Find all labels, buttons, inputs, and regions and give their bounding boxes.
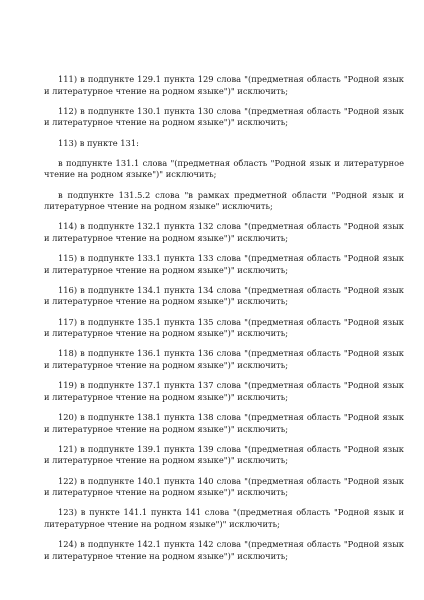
paragraph-120: 120) в подпункте 138.1 пункта 138 слова "(предметная область "Родной язык и литературное чтение на родном языке")" исключить; bbox=[44, 412, 404, 434]
paragraph-115: 115) в подпункте 133.1 пункта 133 слова "(предметная область "Родной язык и литературное чтение на родном языке")" исключить; bbox=[44, 253, 404, 275]
paragraph-114: 114) в подпункте 132.1 пункта 132 слова "(предметная область "Родной язык и литературное чтение на родном языке")" исключить; bbox=[44, 221, 404, 243]
document-body bbox=[44, 74, 404, 571]
paragraph-119: 119) в подпункте 137.1 пункта 137 слова "(предметная область "Родной язык и литературное чтение на родном языке")" исключить; bbox=[44, 380, 404, 402]
paragraph-122: 122) в подпункте 140.1 пункта 140 слова "(предметная область "Родной язык и литературное чтение на родном языке")" исключить; bbox=[44, 475, 404, 498]
paragraph-116: 116) в подпункте 134.1 пункта 134 слова "(предметная область "Родной язык и литературное чтение на родном языке")" исключить; bbox=[44, 284, 404, 307]
paragraph-123: 123) в пункте 141.1 пункта 141 слова "(предметная область "Родной язык и литературное чтение на родном языке")" исключить; bbox=[44, 507, 404, 529]
paragraph-113: 113) в пункте 131: bbox=[58, 137, 139, 148]
paragraph-113-sub-131-5-2: в подпункте 131.5.2 слова "в рамках предметной области "Родной язык и литературное чтение на родном языке" исключить; bbox=[44, 189, 404, 212]
paragraph-111: 111) в подпункте 129.1 пункта 129 слова "(предметная область "Родной язык и литературное чтение на родном языке")" исключить; bbox=[44, 74, 404, 96]
paragraph-113-sub-131-1: в подпункте 131.1 слова "(предметная область "Родной язык и литературное чтение на родном языке")" исключить; bbox=[44, 157, 404, 180]
paragraph-121: 121) в подпункте 139.1 пункта 139 слова "(предметная область "Родной язык и литературное чтение на родном языке")" исключить; bbox=[44, 443, 404, 466]
paragraph-124: 124) в подпункте 142.1 пункта 142 слова "(предметная область "Родной язык и литературное чтение на родном языке")" исключить; bbox=[44, 539, 404, 561]
paragraph-117: 117) в подпункте 135.1 пункта 135 слова "(предметная область "Родной язык и литературное чтение на родном языке")" исключить; bbox=[44, 316, 404, 339]
paragraph-118: 118) в подпункте 136.1 пункта 136 слова "(предметная область "Родной язык и литературное чтение на родном языке")" исключить; bbox=[44, 348, 404, 371]
paragraph-112: 112) в подпункте 130.1 пункта 130 слова "(предметная область "Родной язык и литературное чтение на родном языке")" исключить; bbox=[44, 105, 404, 128]
